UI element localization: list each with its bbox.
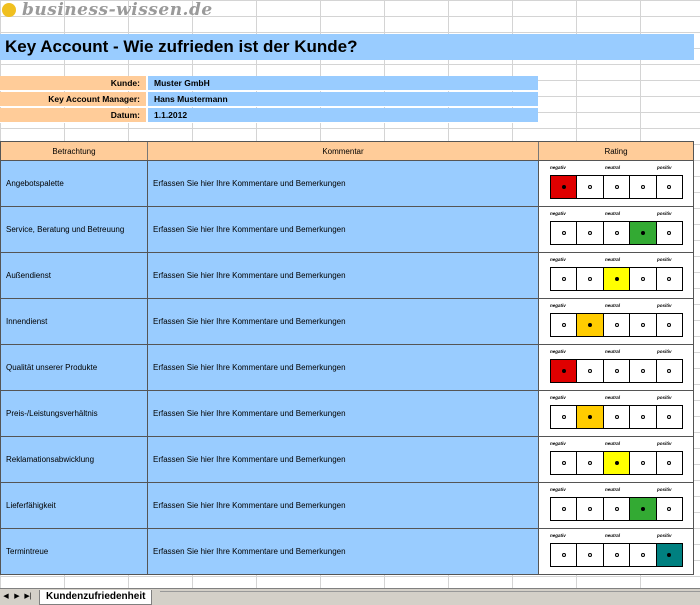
radio-icon xyxy=(588,369,592,373)
rating-option-1[interactable] xyxy=(551,498,577,520)
rating-option-4[interactable] xyxy=(630,360,656,382)
info-row-kunde[interactable] xyxy=(0,76,538,91)
table-row xyxy=(0,299,694,345)
rating-option-3[interactable] xyxy=(604,406,630,428)
radio-icon xyxy=(562,461,566,465)
info-row-datum[interactable] xyxy=(0,108,538,123)
radio-icon xyxy=(641,553,645,557)
rating-option-2[interactable] xyxy=(577,360,603,382)
radio-icon xyxy=(641,231,645,235)
table-row xyxy=(0,437,694,483)
rating-scale-labels xyxy=(550,165,683,173)
header-kommentar: Kommentar xyxy=(148,142,539,160)
rating-scale-labels xyxy=(550,211,683,219)
row-rating xyxy=(539,483,693,528)
radio-icon xyxy=(667,323,671,327)
rating-option-1[interactable] xyxy=(551,176,577,198)
radio-icon xyxy=(615,323,619,327)
scale-label: positiv xyxy=(657,349,672,354)
radio-icon xyxy=(641,277,645,281)
rating-options xyxy=(550,313,683,337)
rating-option-2[interactable] xyxy=(577,222,603,244)
info-label: Datum: xyxy=(0,108,146,123)
rating-option-4[interactable] xyxy=(630,498,656,520)
radio-icon xyxy=(615,277,619,281)
row-topic[interactable]: Service, Beratung und Betreuung xyxy=(1,207,148,252)
rating-scale-labels xyxy=(550,487,683,495)
scale-label: positiv xyxy=(657,533,672,538)
scale-label: neutral xyxy=(605,487,621,492)
sheet-tab-bar xyxy=(0,588,700,605)
sheet-tab-kundenzufriedenheit[interactable]: Kundenzufriedenheit xyxy=(39,590,152,605)
row-topic[interactable]: Reklamationsabwicklung xyxy=(1,437,148,482)
row-comment[interactable]: Erfassen Sie hier Ihre Kommentare und Bemerkungen xyxy=(148,391,539,436)
radio-icon xyxy=(588,277,592,281)
radio-icon xyxy=(588,231,592,235)
rating-option-5[interactable] xyxy=(657,452,682,474)
radio-icon xyxy=(588,415,592,419)
rating-option-3[interactable] xyxy=(604,314,630,336)
rating-scale-labels xyxy=(550,441,683,449)
rating-option-1[interactable] xyxy=(551,314,577,336)
row-topic[interactable]: Innendienst xyxy=(1,299,148,344)
rating-option-5[interactable] xyxy=(657,314,682,336)
rating-option-2[interactable] xyxy=(577,314,603,336)
table-row xyxy=(0,253,694,299)
radio-icon xyxy=(615,185,619,189)
scale-label: negativ xyxy=(550,395,566,400)
rating-option-1[interactable] xyxy=(551,360,577,382)
info-value[interactable]: Muster GmbH xyxy=(146,76,538,91)
radio-icon xyxy=(641,461,645,465)
radio-icon xyxy=(667,369,671,373)
radio-icon xyxy=(562,277,566,281)
info-value[interactable]: Hans Mustermann xyxy=(146,92,538,107)
scale-label: negativ xyxy=(550,533,566,538)
radio-icon xyxy=(588,553,592,557)
scale-label: neutral xyxy=(605,395,621,400)
radio-icon xyxy=(562,369,566,373)
radio-icon xyxy=(615,553,619,557)
scale-label: negativ xyxy=(550,303,566,308)
radio-icon xyxy=(562,553,566,557)
scale-label: neutral xyxy=(605,441,621,446)
radio-icon xyxy=(588,185,592,189)
radio-icon xyxy=(615,507,619,511)
rating-option-3[interactable] xyxy=(604,268,630,290)
scale-label: positiv xyxy=(657,303,672,308)
rating-option-3[interactable] xyxy=(604,498,630,520)
rating-option-1[interactable] xyxy=(551,406,577,428)
radio-icon xyxy=(641,369,645,373)
rating-options xyxy=(550,221,683,245)
rating-option-5[interactable] xyxy=(657,360,682,382)
radio-icon xyxy=(667,553,671,557)
page-title: Key Account - Wie zufrieden ist der Kunde? xyxy=(5,37,358,56)
rating-options xyxy=(550,175,683,199)
rating-options xyxy=(550,405,683,429)
radio-icon xyxy=(562,415,566,419)
rating-option-5[interactable] xyxy=(657,222,682,244)
scale-label: negativ xyxy=(550,257,566,262)
info-label: Key Account Manager: xyxy=(0,92,146,107)
last-sheet-button[interactable]: ▶| xyxy=(24,593,32,600)
row-topic[interactable]: Preis-/Leistungsverhältnis xyxy=(1,391,148,436)
scale-label: positiv xyxy=(657,487,672,492)
rating-option-5[interactable] xyxy=(657,544,682,566)
radio-icon xyxy=(667,461,671,465)
logo-icon xyxy=(2,3,16,17)
row-topic[interactable]: Lieferfähigkeit xyxy=(1,483,148,528)
radio-icon xyxy=(641,323,645,327)
row-comment[interactable]: Erfassen Sie hier Ihre Kommentare und Bemerkungen xyxy=(148,253,539,298)
table-row xyxy=(0,161,694,207)
scale-label: positiv xyxy=(657,395,672,400)
rating-option-2[interactable] xyxy=(577,544,603,566)
radio-icon xyxy=(641,185,645,189)
rating-options xyxy=(550,543,683,567)
radio-icon xyxy=(641,507,645,511)
logo xyxy=(2,0,213,20)
radio-icon xyxy=(667,415,671,419)
scale-label: positiv xyxy=(657,165,672,170)
row-topic[interactable]: Termintreue xyxy=(1,529,148,574)
row-rating xyxy=(539,529,693,574)
rating-option-3[interactable] xyxy=(604,544,630,566)
rating-option-1[interactable] xyxy=(551,452,577,474)
scale-label: neutral xyxy=(605,303,621,308)
radio-icon xyxy=(667,277,671,281)
tab-divider xyxy=(160,591,700,604)
radio-icon xyxy=(615,415,619,419)
table-row xyxy=(0,483,694,529)
rating-option-2[interactable] xyxy=(577,498,603,520)
first-sheet-button[interactable]: ◀ xyxy=(3,593,9,600)
rating-option-4[interactable] xyxy=(630,544,656,566)
radio-icon xyxy=(588,323,592,327)
rating-scale-labels xyxy=(550,395,683,403)
row-rating xyxy=(539,437,693,482)
scale-label: positiv xyxy=(657,257,672,262)
scale-label: positiv xyxy=(657,211,672,216)
rating-options xyxy=(550,359,683,383)
rating-option-1[interactable] xyxy=(551,544,577,566)
logo-text: business-wissen.de xyxy=(22,0,213,20)
radio-icon xyxy=(562,185,566,189)
table-row xyxy=(0,345,694,391)
row-comment[interactable]: Erfassen Sie hier Ihre Kommentare und Bemerkungen xyxy=(148,483,539,528)
rating-option-2[interactable] xyxy=(577,406,603,428)
row-comment[interactable]: Erfassen Sie hier Ihre Kommentare und Bemerkungen xyxy=(148,207,539,252)
rating-scale-labels xyxy=(550,303,683,311)
info-value[interactable]: 1.1.2012 xyxy=(146,108,538,123)
rating-option-1[interactable] xyxy=(551,268,577,290)
scale-label: negativ xyxy=(550,487,566,492)
row-rating xyxy=(539,345,693,390)
rating-option-3[interactable] xyxy=(604,360,630,382)
rating-option-2[interactable] xyxy=(577,452,603,474)
rating-option-4[interactable] xyxy=(630,406,656,428)
row-topic[interactable]: Außendienst xyxy=(1,253,148,298)
radio-icon xyxy=(615,231,619,235)
table-row xyxy=(0,391,694,437)
row-rating xyxy=(539,391,693,436)
rating-option-5[interactable] xyxy=(657,268,682,290)
title-bar[interactable] xyxy=(0,34,694,60)
scale-label: positiv xyxy=(657,441,672,446)
table-row xyxy=(0,207,694,253)
row-comment[interactable]: Erfassen Sie hier Ihre Kommentare und Bemerkungen xyxy=(148,345,539,390)
radio-icon xyxy=(615,369,619,373)
scale-label: neutral xyxy=(605,211,621,216)
radio-icon xyxy=(588,461,592,465)
scale-label: neutral xyxy=(605,349,621,354)
scale-label: neutral xyxy=(605,533,621,538)
radio-icon xyxy=(667,231,671,235)
rating-options xyxy=(550,497,683,521)
radio-icon xyxy=(615,461,619,465)
rating-option-4[interactable] xyxy=(630,176,656,198)
table-header xyxy=(0,141,694,161)
scale-label: neutral xyxy=(605,165,621,170)
rating-options xyxy=(550,267,683,291)
row-rating xyxy=(539,207,693,252)
row-rating xyxy=(539,161,693,206)
rating-option-4[interactable] xyxy=(630,268,656,290)
scale-label: negativ xyxy=(550,165,566,170)
radio-icon xyxy=(667,185,671,189)
rating-table xyxy=(0,141,694,575)
row-rating xyxy=(539,253,693,298)
rating-option-1[interactable] xyxy=(551,222,577,244)
rating-scale-labels xyxy=(550,257,683,265)
rating-option-2[interactable] xyxy=(577,268,603,290)
rating-scale-labels xyxy=(550,349,683,357)
radio-icon xyxy=(562,231,566,235)
header-rating: Rating xyxy=(604,147,628,156)
rating-option-3[interactable] xyxy=(604,176,630,198)
radio-icon xyxy=(588,507,592,511)
rating-option-4[interactable] xyxy=(630,314,656,336)
scale-label: negativ xyxy=(550,441,566,446)
info-label: Kunde: xyxy=(0,76,146,91)
scale-label: neutral xyxy=(605,257,621,262)
scale-label: negativ xyxy=(550,349,566,354)
radio-icon xyxy=(641,415,645,419)
rating-options xyxy=(550,451,683,475)
row-topic[interactable]: Qualität unserer Produkte xyxy=(1,345,148,390)
rating-option-5[interactable] xyxy=(657,498,682,520)
row-comment[interactable]: Erfassen Sie hier Ihre Kommentare und Bemerkungen xyxy=(148,437,539,482)
rating-option-3[interactable] xyxy=(604,452,630,474)
rating-option-4[interactable] xyxy=(630,452,656,474)
scale-label: negativ xyxy=(550,211,566,216)
next-sheet-button[interactable]: ▶ xyxy=(14,593,20,600)
rating-scale-labels xyxy=(550,533,683,541)
radio-icon xyxy=(667,507,671,511)
info-row-manager[interactable] xyxy=(0,92,538,107)
radio-icon xyxy=(562,507,566,511)
rating-option-5[interactable] xyxy=(657,406,682,428)
row-comment[interactable]: Erfassen Sie hier Ihre Kommentare und Bemerkungen xyxy=(148,299,539,344)
table-row xyxy=(0,529,694,575)
rating-option-2[interactable] xyxy=(577,176,603,198)
rating-option-3[interactable] xyxy=(604,222,630,244)
rating-option-4[interactable] xyxy=(630,222,656,244)
radio-icon xyxy=(562,323,566,327)
header-betrachtung: Betrachtung xyxy=(1,142,148,160)
row-topic[interactable]: Angebotspalette xyxy=(1,161,148,206)
row-rating xyxy=(539,299,693,344)
row-comment[interactable]: Erfassen Sie hier Ihre Kommentare und Bemerkungen xyxy=(148,161,539,206)
rating-option-5[interactable] xyxy=(657,176,682,198)
row-comment[interactable]: Erfassen Sie hier Ihre Kommentare und Bemerkungen xyxy=(148,529,539,574)
